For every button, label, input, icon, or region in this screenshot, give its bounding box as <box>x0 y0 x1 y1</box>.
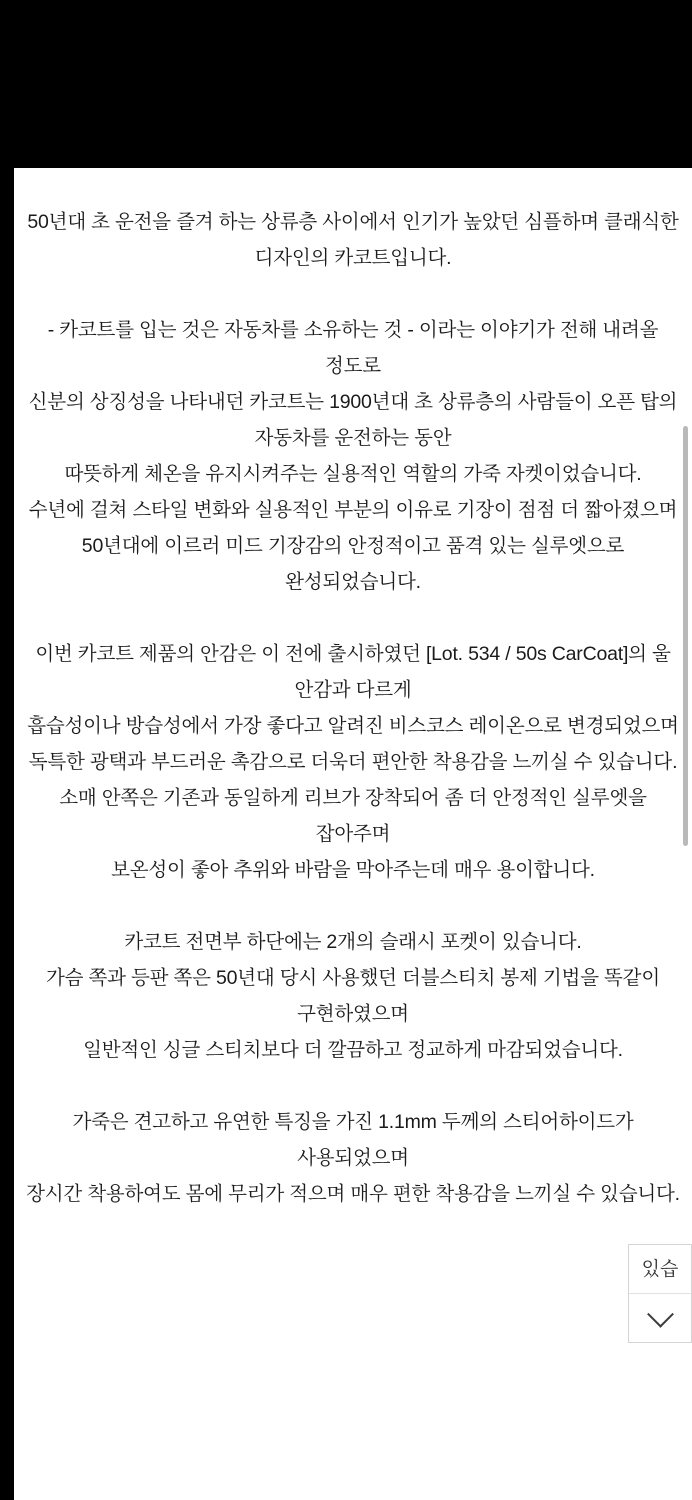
paragraph: 카코트 전면부 하단에는 2개의 슬래시 포켓이 있습니다. <box>124 931 582 953</box>
paragraph: 50년대에 이르러 미드 기장감의 안정적이고 품격 있는 실루엣으로 완성되었습니다. <box>81 535 625 593</box>
paragraph-spacer <box>24 1068 682 1104</box>
document-page <box>14 168 692 1500</box>
paragraph: 따뜻하게 체온을 유지시켜주는 실용적인 역할의 가죽 자켓이었습니다. <box>64 463 642 485</box>
paragraph: 일반적인 싱글 스티치보다 더 깔끔하고 정교하게 마감되었습니다. <box>83 1039 623 1061</box>
paragraph: 가죽은 견고하고 유연한 특징을 가진 1.1mm 두께의 스티어하이드가 사용되었으며 <box>72 1111 634 1169</box>
paragraph: 독특한 광택과 부드러운 촉감으로 더욱더 편안한 착용감을 느끼실 수 있습니다. <box>28 751 678 773</box>
floating-panel-label: 있습 <box>641 1258 679 1280</box>
scroll-down-button[interactable] <box>629 1294 691 1342</box>
paragraph: - 카코트를 입는 것은 자동차를 소유하는 것 - 이라는 이야기가 전해 내려올 정도로 <box>47 319 659 377</box>
document-body <box>14 168 692 1212</box>
paragraph: 신분의 상징성을 나타내던 카코트는 1900년대 초 상류층의 사람들이 오픈 탑의 자동차를 운전하는 동안 <box>28 391 678 449</box>
paragraph: 수년에 걸쳐 스타일 변화와 실용적인 부분의 이유로 기장이 점점 더 짧아졌으며 <box>28 499 678 521</box>
paragraph: 50년대 초 운전을 즐겨 하는 상류층 사이에서 인기가 높았던 심플하며 클래식한 디자인의 카코트입니다. <box>27 211 679 269</box>
floating-panel <box>628 1244 692 1343</box>
paragraph-spacer <box>24 888 682 924</box>
paragraph-spacer <box>24 276 682 312</box>
paragraph: 장시간 착용하여도 몸에 무리가 적으며 매우 편한 착용감을 느끼실 수 있습니다. <box>26 1183 680 1205</box>
paragraph: 흡습성이나 방습성에서 가장 좋다고 알려진 비스코스 레이온으로 변경되었으며 <box>27 715 679 737</box>
top-letterbox <box>0 0 692 168</box>
paragraph: 소매 안쪽은 기존과 동일하게 리브가 장착되어 좀 더 안정적인 실루엣을 잡아주며 <box>59 787 647 845</box>
scrollbar-thumb[interactable] <box>683 426 688 846</box>
paragraph: 보온성이 좋아 추위와 바람을 막아주는데 매우 용이합니다. <box>111 859 595 881</box>
paragraph-spacer <box>24 600 682 636</box>
floating-panel-top[interactable] <box>629 1245 691 1294</box>
paragraph: 가슴 쪽과 등판 쪽은 50년대 당시 사용했던 더블스티치 봉제 기법을 똑같이 구현하였으며 <box>46 967 660 1025</box>
paragraph: 이번 카코트 제품의 안감은 이 전에 출시하였던 [Lot. 534 / 50s CarCoat]의 울 안감과 다르게 <box>35 643 671 701</box>
chevron-down-icon <box>647 1300 674 1327</box>
